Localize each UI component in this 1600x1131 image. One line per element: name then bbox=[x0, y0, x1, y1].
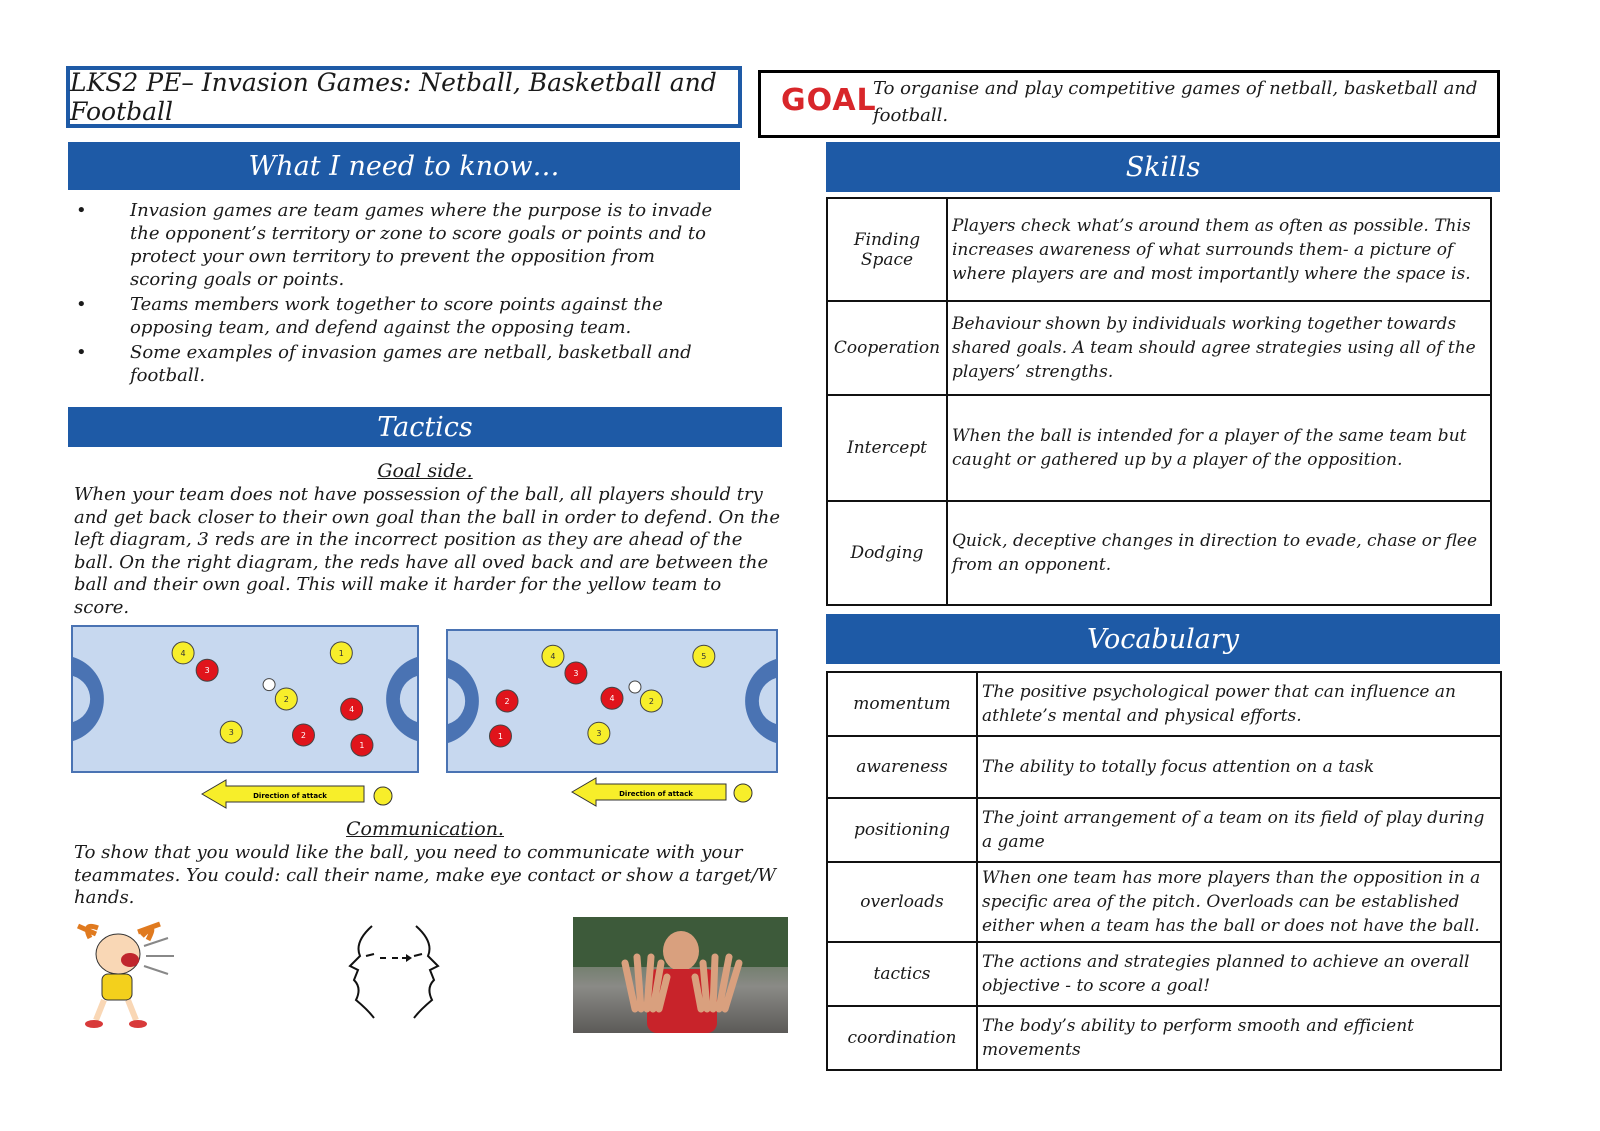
page-title bbox=[66, 66, 742, 128]
red-player bbox=[351, 734, 373, 756]
goal-arc-left bbox=[73, 657, 104, 741]
direction-arrow-right bbox=[570, 776, 760, 808]
know-heading-text: What I need to know… bbox=[248, 150, 560, 182]
table-row bbox=[827, 672, 1501, 736]
yellow-player-label: 4 bbox=[180, 648, 186, 658]
skill-definition: Players check what’s around them as often as possible. This increases awareness of what surrounds them- a picture of where players are and most importantly where the space is. bbox=[947, 198, 1491, 301]
communication-text: To show that you would like the ball, you need to communicate with your teammates. You could: call their name, make eye contact or show a target/W hands. bbox=[74, 842, 776, 908]
skill-definition: Behaviour shown by individuals working together towards shared goals. A team should agree strategies using all of the players’ strengths. bbox=[947, 301, 1491, 395]
w-hands-photo bbox=[573, 917, 788, 1033]
skill-term: Cooperation bbox=[827, 301, 947, 395]
vocabulary-table bbox=[826, 671, 1502, 1071]
court-goal-arcs bbox=[448, 631, 776, 771]
vocab-definition: When one team has more players than the opposition in a specific area of the pitch. Overloads can be established either when a team has the ball or does not have the ball. bbox=[977, 862, 1501, 942]
yellow-player bbox=[693, 645, 715, 667]
yellow-player-label: 2 bbox=[283, 695, 289, 704]
yellow-player bbox=[640, 690, 662, 712]
red-player-label: 4 bbox=[349, 705, 355, 715]
red-player bbox=[292, 724, 314, 746]
page-title-text: LKS2 PE– Invasion Games: Netball, Basketball and Football bbox=[70, 68, 717, 126]
table-row bbox=[827, 301, 1491, 395]
ball bbox=[629, 681, 641, 693]
know-list bbox=[68, 199, 728, 389]
red-player bbox=[341, 698, 363, 720]
skill-term: Intercept bbox=[827, 395, 947, 501]
table-row bbox=[827, 501, 1491, 605]
red-player-label: 1 bbox=[359, 741, 365, 751]
red-player-label: 2 bbox=[300, 731, 307, 740]
yellow-player-label: 2 bbox=[648, 697, 654, 706]
yellow-player bbox=[172, 642, 194, 664]
red-player-label: 1 bbox=[497, 732, 504, 741]
vocabulary-heading-text: Vocabulary bbox=[1086, 623, 1240, 655]
vocab-term: awareness bbox=[827, 736, 977, 798]
ball bbox=[263, 679, 275, 691]
court-goal-arcs bbox=[73, 627, 417, 771]
vocab-definition: The ability to totally focus attention on a task bbox=[977, 736, 1501, 798]
eye-contact-faces-icon bbox=[346, 922, 442, 1020]
vocab-definition: The body’s ability to perform smooth and efficient movements bbox=[977, 1006, 1501, 1070]
goal-text: To organise and play competitive games of netball, basketball and football. bbox=[873, 78, 1478, 126]
yellow-player-label: 3 bbox=[228, 728, 234, 738]
w-hands-figure bbox=[573, 917, 788, 1033]
red-player bbox=[565, 662, 587, 684]
goal-arc-left bbox=[448, 659, 479, 743]
red-player bbox=[489, 725, 511, 747]
vocab-term: positioning bbox=[827, 798, 977, 862]
goal-side-title: Goal side. bbox=[377, 460, 473, 482]
red-player bbox=[601, 687, 623, 709]
skill-definition: Quick, deceptive changes in direction to evade, chase or flee from an opponent. bbox=[947, 501, 1491, 605]
yellow-player-label: 3 bbox=[596, 729, 602, 739]
tactics-heading bbox=[68, 407, 782, 447]
table-row bbox=[827, 798, 1501, 862]
red-player bbox=[196, 659, 218, 681]
yellow-player-label: 4 bbox=[550, 652, 556, 662]
yellow-player bbox=[330, 642, 352, 664]
direction-arrow-left bbox=[200, 778, 400, 810]
vocab-term: momentum bbox=[827, 672, 977, 736]
vocab-term: tactics bbox=[827, 942, 977, 1006]
red-player-label: 4 bbox=[609, 694, 615, 704]
goal-arc-right bbox=[745, 659, 776, 743]
yellow-player bbox=[220, 721, 242, 743]
table-row bbox=[827, 198, 1491, 301]
skills-heading-text: Skills bbox=[1125, 151, 1201, 183]
know-bullet: • Invasion games are team games where the purpose is to invade the opponent’s territory or zone to score goals or points and to protect your own territory to prevent the opposition from scoring goals or points. bbox=[68, 199, 728, 291]
red-player-label: 2 bbox=[504, 697, 510, 706]
goal-arc-right bbox=[386, 657, 417, 741]
skill-term: Dodging bbox=[827, 501, 947, 605]
vocab-term: coordination bbox=[827, 1006, 977, 1070]
goal-logo bbox=[781, 83, 877, 118]
table-row bbox=[827, 862, 1501, 942]
arrow-label: Direction of attack bbox=[619, 790, 693, 798]
goal-side-text: When your team does not have possession of the ball, all players should try and get back closer to their own goal than the ball in order to defend. On the left diagram, 3 reds are in the incorrect position as they are ahead of the ball. On the right diagram, the reds have all oved back and are between the ball and their own goal. This will make it harder for the yellow team to score. bbox=[74, 484, 780, 618]
skills-heading bbox=[826, 142, 1500, 192]
vocab-definition: The positive psychological power that can influence an athlete’s mental and physical efforts. bbox=[977, 672, 1501, 736]
vocab-term: overloads bbox=[827, 862, 977, 942]
arrow-label: Direction of attack bbox=[253, 792, 327, 800]
know-heading bbox=[68, 142, 740, 190]
red-player bbox=[496, 690, 518, 712]
table-row bbox=[827, 1006, 1501, 1070]
court-diagram-left bbox=[71, 625, 419, 773]
yellow-player bbox=[588, 722, 610, 744]
vocab-definition: The joint arrangement of a team on its field of play during a game bbox=[977, 798, 1501, 862]
shouting-girl-icon bbox=[72, 916, 192, 1032]
yellow-player-label: 5 bbox=[701, 652, 707, 662]
know-bullet: • Some examples of invasion games are netball, basketball and football. bbox=[68, 341, 728, 387]
goal-logo-text: GOAL bbox=[781, 83, 877, 118]
table-row bbox=[827, 736, 1501, 798]
red-player-label: 3 bbox=[204, 666, 210, 676]
know-bullet: • Teams members work together to score points against the opposing team, and defend against the opposing team. bbox=[68, 293, 728, 339]
skill-term: Finding Space bbox=[827, 198, 947, 301]
table-row bbox=[827, 942, 1501, 1006]
tactics-heading-text: Tactics bbox=[377, 411, 473, 443]
goal-box bbox=[758, 70, 1500, 138]
skill-definition: When the ball is intended for a player of the same team but caught or gathered up by a player of the opposition. bbox=[947, 395, 1491, 501]
red-player-label: 3 bbox=[573, 669, 579, 678]
skills-table bbox=[826, 197, 1492, 606]
court-diagram-right bbox=[446, 629, 778, 773]
yellow-player bbox=[542, 645, 564, 667]
yellow-player bbox=[275, 688, 297, 710]
yellow-player-label: 1 bbox=[338, 648, 344, 658]
communication-title: Communication. bbox=[346, 818, 504, 840]
vocabulary-heading bbox=[826, 614, 1500, 664]
vocab-definition: The actions and strategies planned to achieve an overall objective - to score a goal! bbox=[977, 942, 1501, 1006]
table-row bbox=[827, 395, 1491, 501]
